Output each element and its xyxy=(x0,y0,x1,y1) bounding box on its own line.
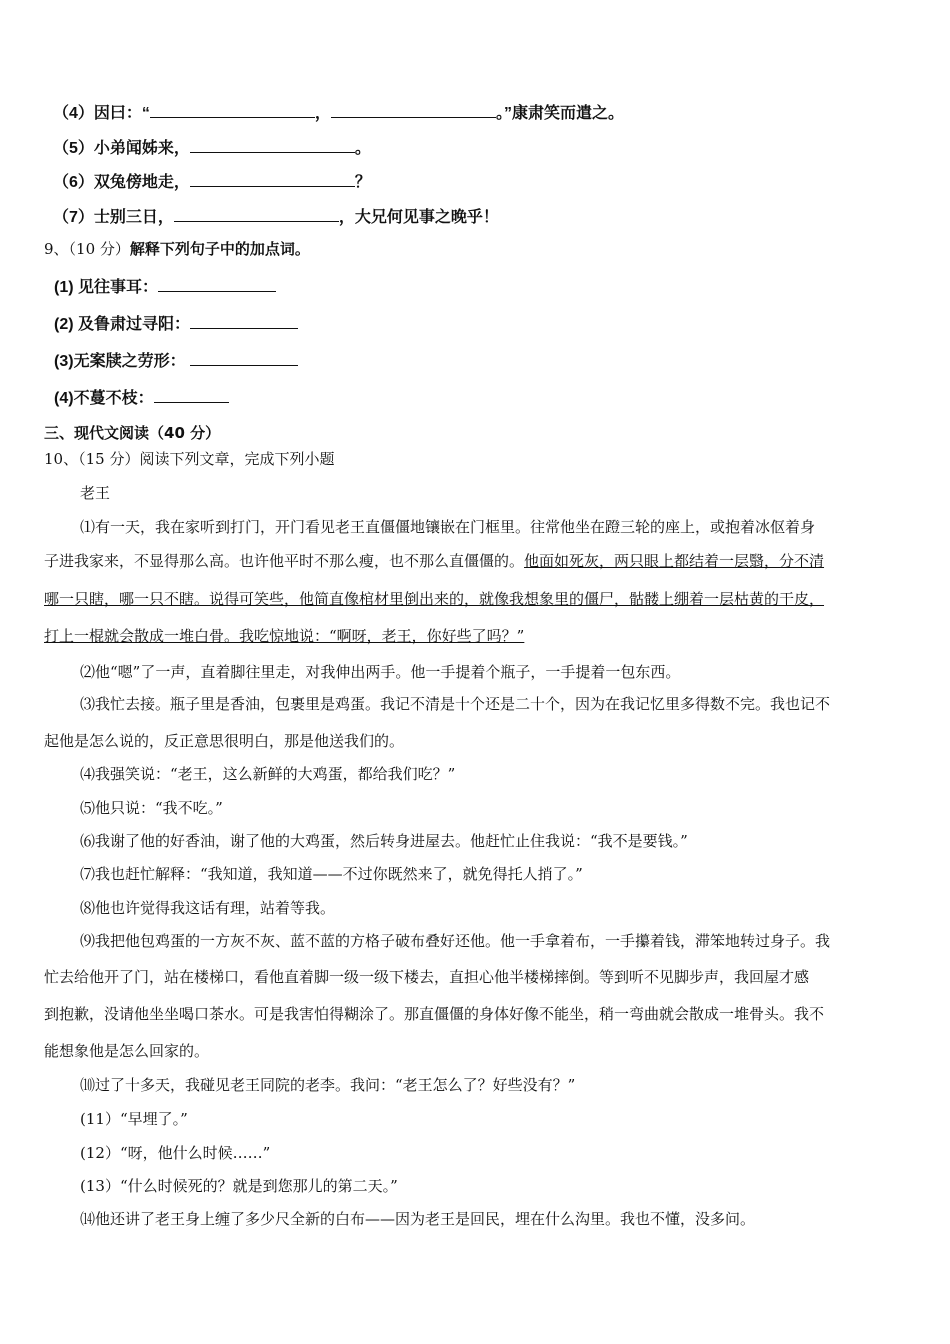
q8-item-4-pre: 因曰：“ xyxy=(93,105,150,122)
q8-item-6 xyxy=(53,169,371,192)
q8-item-6-post: ？ xyxy=(354,174,371,191)
answer-blank[interactable] xyxy=(190,138,355,153)
underlined-text: 哪一只瞎，哪一只不瞎。说得可笑些，他简直像棺材里倒出来的，就像我想象里的僵尸，骷髅上绷着一层枯黄的干皮， xyxy=(44,590,825,608)
q9-instruction: 解释下列句子中的加点词。 xyxy=(129,240,310,258)
q10-header xyxy=(44,448,334,469)
q9-header xyxy=(44,238,310,259)
paragraph-line: ⑸他只说：“我不吃。” xyxy=(80,799,223,817)
q9-item-text: 不蔓不枝： xyxy=(73,390,154,407)
paragraph-line: ⑼我把他包鸡蛋的一方灰不灰、蓝不蓝的方格子破布叠好还他。他一手拿着布，一手攥着钱，滞笨地转过身子。我 xyxy=(80,932,831,950)
paragraph-line: ⒁他还讲了老王身上缠了多少尺全新的白布——因为老王是回民，埋在什么沟里。我也不懂，没多问。 xyxy=(80,1210,756,1228)
answer-blank[interactable] xyxy=(154,388,229,403)
q10-score: （15 分） xyxy=(78,450,140,468)
paragraph-line: ⑹我谢了他的好香油，谢了他的大鸡蛋，然后转身进屋去。他赶忙止住我说：“我不是要钱。” xyxy=(80,832,688,850)
answer-blank[interactable] xyxy=(190,314,298,329)
paragraph-line: ⑶我忙去接。瓶子里是香油，包裹里是鸡蛋。我记不清是十个还是二十个，因为在我记忆里多得数不完。我也记不 xyxy=(80,695,831,713)
q9-item-2 xyxy=(54,311,298,334)
q9-item-num: (3) xyxy=(54,353,74,370)
q8-item-5-post: 。 xyxy=(354,140,371,157)
q8-item-6-num: （6） xyxy=(53,174,94,191)
section-title: 三、现代文阅读（40 分） xyxy=(44,424,221,442)
paragraph-line: 能想象他是怎么回家的。 xyxy=(44,1042,210,1060)
paragraph-line: ⑽过了十多天，我碰见老王同院的老李。我问：“老王怎么了？好些没有？” xyxy=(80,1076,576,1094)
paragraph-text: 子进我家来，不显得那么高。也许他平时不那么瘦，也不那么直僵僵的。 xyxy=(44,552,525,570)
q9-item-3 xyxy=(54,348,298,371)
paragraph-line: 起他是怎么说的，反正意思很明白，那是他送我们的。 xyxy=(44,732,405,750)
q8-item-7-num: （7） xyxy=(53,209,94,226)
q9-item-text: 无案牍之劳形： xyxy=(73,353,186,370)
answer-blank[interactable] xyxy=(190,172,355,187)
q8-item-7 xyxy=(53,204,499,227)
q9-item-1 xyxy=(54,274,276,297)
q9-score: （10 分） xyxy=(68,240,130,258)
article-title: 老王 xyxy=(80,484,111,502)
q8-item-4-post: 。”康肃笑而遣之。 xyxy=(495,105,624,122)
paragraph-line: 到抱歉，没请他坐坐喝口茶水。可是我害怕得糊涂了。那直僵僵的身体好像不能坐，稍一弯曲就会散成一堆骨头。我不 xyxy=(44,1005,825,1023)
q9-item-num: (2) xyxy=(54,316,74,333)
q10-instruction: 阅读下列文章，完成下列小题 xyxy=(139,450,335,468)
answer-blank[interactable] xyxy=(150,103,315,118)
answer-blank[interactable] xyxy=(174,207,339,222)
paragraph-line: ⑵他“嗯”了一声，直着脚往里走，对我伸出两手。他一手提着个瓶子，一手提着一包东西。 xyxy=(80,663,681,681)
q8-item-4-num: （4） xyxy=(53,105,94,122)
q9-item-num: (1) xyxy=(54,279,74,296)
q9-item-text: 见往事耳： xyxy=(78,279,159,296)
underlined-text: 他面如死灰，两只眼上都结着一层翳，分不清 xyxy=(524,552,825,570)
q8-item-4-mid: ， xyxy=(314,105,331,122)
q8-item-5-num: （5） xyxy=(53,140,94,157)
paragraph-line: 忙去给他开了门，站在楼梯口，看他直着脚一级一级下楼去，直担心他半楼梯摔倒。等到听不见脚步声，我回屋才感 xyxy=(44,968,810,986)
answer-blank[interactable] xyxy=(158,277,276,292)
q8-item-5-pre: 小弟闻姊来， xyxy=(93,140,190,157)
paragraph-line: (12）“呀，他什么时候……” xyxy=(80,1144,271,1162)
q8-item-6-pre: 双兔傍地走， xyxy=(93,174,190,191)
underlined-text: 打上一棍就会散成一堆白骨。我吃惊地说：“啊呀，老王，你好些了吗？” xyxy=(44,627,525,645)
paragraph-line: ⑺我也赶忙解释：“我知道，我知道——不过你既然来了，就免得托人捎了。” xyxy=(80,865,583,883)
paragraph-line xyxy=(44,550,824,571)
q9-num: 9、 xyxy=(44,240,69,258)
q10-num: 10、 xyxy=(44,450,79,468)
q9-item-num: (4) xyxy=(54,390,74,407)
paragraph-line: (13）“什么时候死的？就是到您那儿的第二天。” xyxy=(80,1177,398,1195)
q8-item-7-pre: 士别三日， xyxy=(93,209,174,226)
q9-item-4 xyxy=(54,385,229,408)
paragraph-line: ⑻他也许觉得我这话有理，站着等我。 xyxy=(80,899,336,917)
answer-blank[interactable] xyxy=(331,103,496,118)
paragraph-line: ⑴有一天，我在家听到打门，开门看见老王直僵僵地镶嵌在门框里。往常他坐在蹬三轮的座上，或抱着冰伛着身 xyxy=(80,518,816,536)
q8-item-4 xyxy=(53,100,624,123)
q8-item-7-post: ，大兄何见事之晚乎！ xyxy=(338,209,499,226)
q9-item-text: 及鲁肃过寻阳： xyxy=(78,316,191,333)
paragraph-line: ⑷我强笑说：“老王，这么新鲜的大鸡蛋，都给我们吃？” xyxy=(80,765,456,783)
paragraph-line: (11）“早埋了。” xyxy=(80,1110,188,1128)
q8-item-5 xyxy=(53,135,371,158)
answer-blank[interactable] xyxy=(190,351,298,366)
